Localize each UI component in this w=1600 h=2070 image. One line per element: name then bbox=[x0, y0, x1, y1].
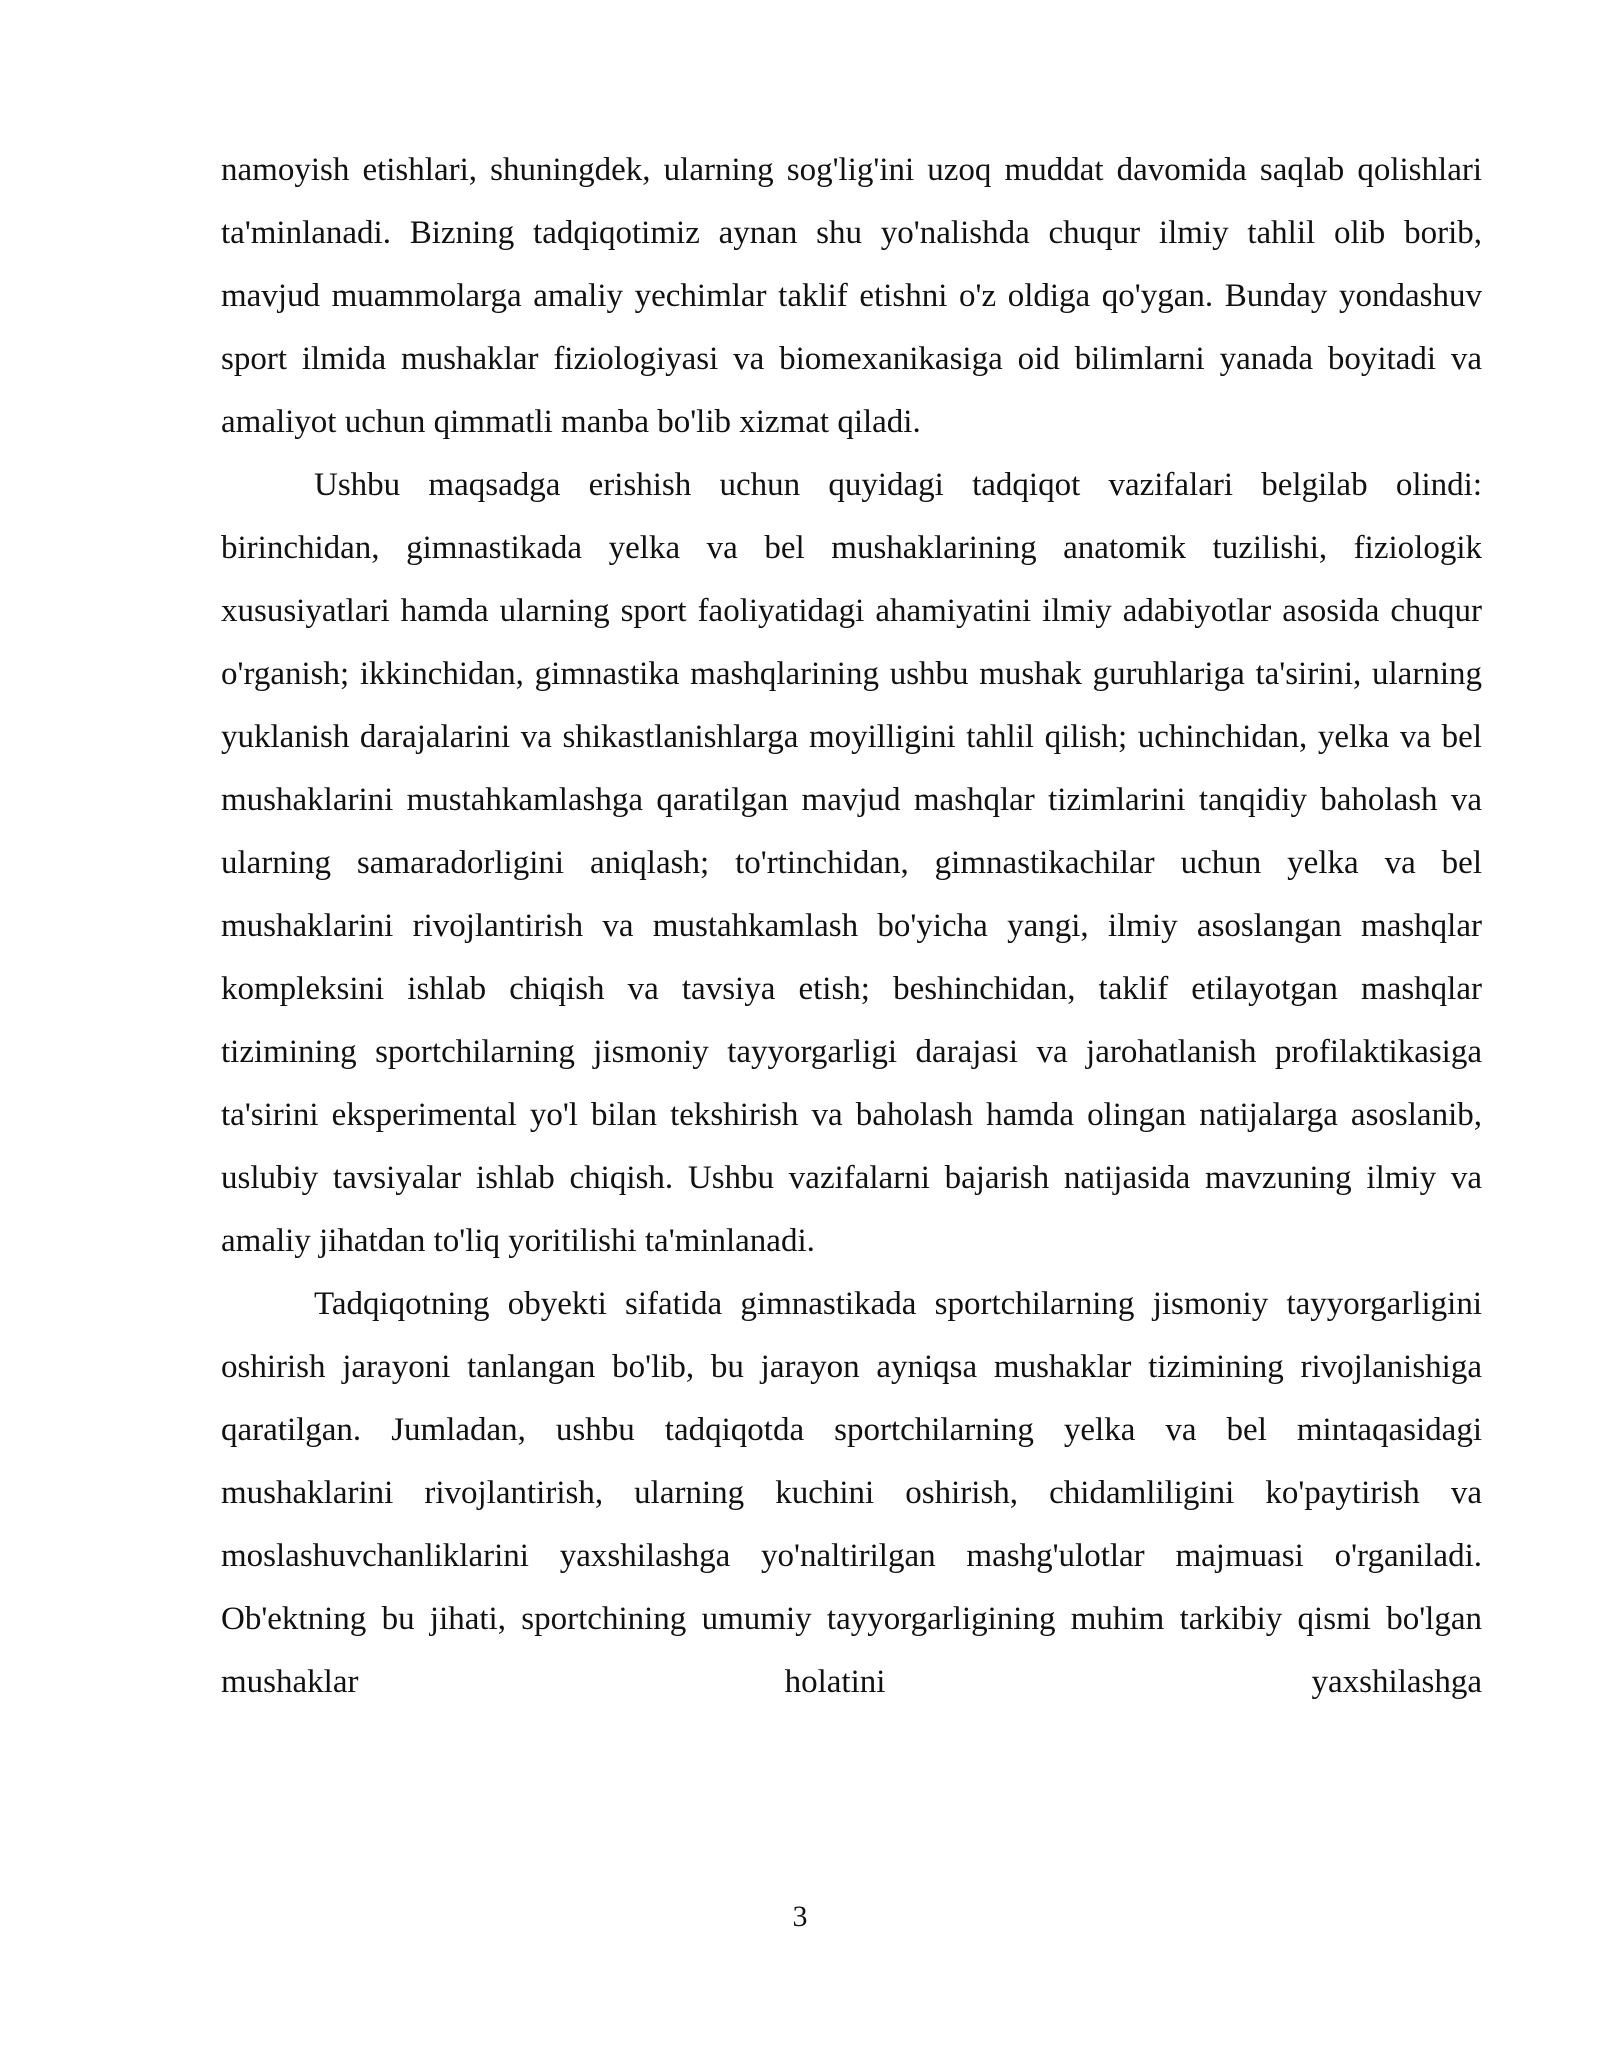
paragraph-continuation: namoyish etishlari, shuningdek, ularning sog'lig'ini uzoq muddat davomida saqlab qolishlari ta'minlanadi. Bizning tadqiqotimiz aynan shu yo'nalishda chuqur ilmiy tahlil olib borib, mavjud muammolarga amaliy yechimlar taklif etishni o'z oldiga qo'ygan. Bunday yondashuv sport ilmida mushaklar fiziologiyasi va biomexanikasiga oid bilimlarni yanada boyitadi va amaliyot uchun qimmatli manba bo'lib xizmat qiladi. bbox=[221, 152, 1482, 440]
paragraph-research-object: Tadqiqotning obyekti sifatida gimnastikada sportchilarning jismoniy tayyorgarligini oshirish jarayoni tanlangan bo'lib, bu jarayon ayniqsa mushaklar tizimining rivojlanishiga qaratilgan. Jumladan, ushbu tadqiqotda sportchilarning yelka va bel mintaqasidagi mushaklarini rivojlantirish, ularning kuchini oshirish, chidamliligini ko'paytirish va moslashuvchanliklarini yaxshilashga yo'naltirilgan mashg'ulotlar majmuasi o'rganiladi. Ob'ektning bu jihati, sportchining umumiy tayyorgarligining muhim tarkibiy qismi bo'lgan mushaklar holatini yaxshilashga bbox=[221, 1286, 1482, 1700]
paragraph-research-tasks: Ushbu maqsadga erishish uchun quyidagi tadqiqot vazifalari belgilab olindi: birinchidan, gimnastikada yelka va bel mushaklarining anatomik tuzilishi, fiziologik xususiyatlari hamda ularning sport faoliyatidagi ahamiyatini ilmiy adabiyotlar asosida chuqur o'rganish; ikkinchidan, gimnastika mashqlarining ushbu mushak guruhlariga ta'sirini, ularning yuklanish darajalarini va shikastlanishlarga moyilligini tahlil qilish; uchinchidan, yelka va bel mushaklarini mustahkamlashga qaratilgan mavjud mashqlar tizimlarini tanqidiy baholash va ularning samaradorligini aniqlash; to'rtinchidan, gimnastikachilar uchun yelka va bel mushaklarini rivojlantirish va mustahkamlash bo'yicha yangi, ilmiy asoslangan mashqlar kompleksini ishlab chiqish va tavsiya etish; beshinchidan, taklif etilayotgan mashqlar tizimining sportchilarning jismoniy tayyorgarligi darajasi va jarohatlanish profilaktikasiga ta'sirini eksperimental yo'l bilan tekshirish va baholash hamda olingan natijalarga asoslanib, uslubiy tavsiyalar ishlab chiqish. Ushbu vazifalarni bajarish natijasida mavzuning ilmiy va amaliy jihatdan to'liq yoritilishi ta'minlanadi. bbox=[221, 467, 1482, 1259]
body-text bbox=[221, 139, 1482, 1714]
page-number: 3 bbox=[792, 1900, 808, 1933]
